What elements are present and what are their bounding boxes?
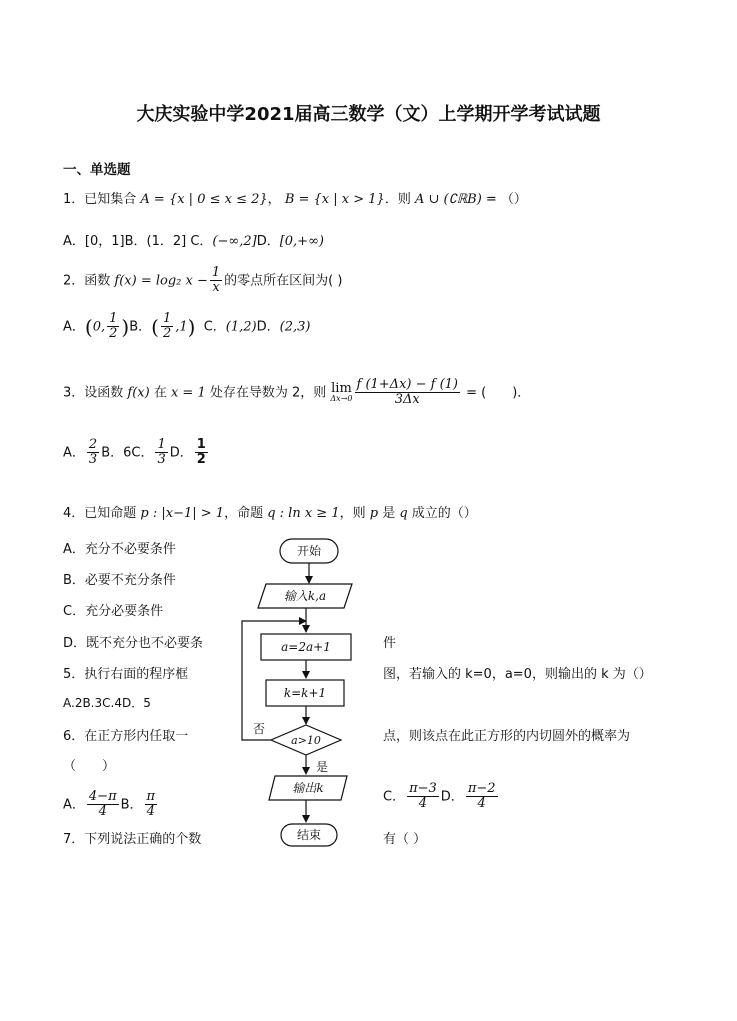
question-2-options: A．(0, $\frac{1}{2}$ )B．( $\frac{1}{2}$ ,1) C．(1,2)D．(2,3) [63, 311, 311, 342]
flow-output-label: 输出k [292, 781, 324, 795]
flow-end-label: 结束 [296, 828, 322, 842]
q1-lead: 1．已知集合 [63, 192, 141, 207]
q3-opt-d-den: 2 [196, 452, 206, 468]
flow-start-label: 开始 [296, 544, 322, 558]
q6-opt-c-den: 4 [418, 796, 428, 812]
flow-input-label: 输入k,a [283, 589, 327, 603]
q3-fx: f(x) [127, 385, 150, 401]
q3-opt-c-num: 1 [157, 437, 166, 452]
q2-opt-b-num: 1 [162, 311, 172, 326]
question-5-options: A.2B.3C.4D．5 [63, 696, 151, 710]
q4-lead: 4．已知命题 [63, 506, 141, 521]
q1-set-a: A = {x | 0 ≤ x ≤ 2} [140, 192, 268, 207]
q3-frac-den: 3Δx [394, 392, 420, 408]
q3-lead: 3．设函数 [63, 385, 128, 401]
q2-opt-b-label: B． [129, 319, 152, 335]
q1-opt-d: [0,+∞) [279, 234, 324, 249]
q1-end: = （） [481, 192, 527, 207]
q4-p: p : |x−1| > 1 [140, 506, 225, 521]
q1-opt-ab: A．[0，1]B．(1．2] C． [63, 234, 213, 249]
question-7-tail: 有（ ） [383, 832, 427, 847]
q3-opt-a-num: 2 [88, 437, 98, 452]
q4-option-a: A．充分不必要条件 [63, 542, 176, 557]
flow-decision-label: a>10 [291, 734, 321, 747]
q1-opt-d-label: D． [256, 234, 280, 249]
question-6-paren: （ ） [63, 759, 116, 774]
q4-p2: p [369, 506, 379, 521]
q3-opt-d-num: 1 [196, 437, 206, 452]
flow-step1-label: a=2a+1 [281, 640, 331, 654]
q6-opt-b-label: B． [120, 797, 143, 813]
q2-opt-a-label: A． [63, 319, 85, 335]
q4-tail: ，则 [339, 506, 370, 521]
section-heading: 一、单选题 [63, 162, 131, 178]
q6-opt-c-label: C． [383, 789, 406, 805]
q3-opt-a-den: 3 [88, 452, 98, 468]
q6-opt-b-num: π [146, 789, 156, 804]
q3-opt-d-label: D． [169, 445, 193, 461]
q3-opt-c-den: 3 [157, 452, 166, 468]
q4-option-d-tail: 件 [383, 636, 397, 651]
q3-frac-num: f (1+Δx) − f (1) [356, 377, 458, 392]
q4-end: 成立的（） [407, 506, 477, 521]
q6-opt-a-label: A． [63, 797, 85, 813]
q3-lim-sub: Δx→0 [330, 394, 353, 404]
flow-yes-label: 是 [315, 760, 329, 774]
q2-opt-d-label: D． [256, 319, 280, 335]
flow-no-label: 否 [252, 722, 266, 736]
q2-tail: 的零点所在区间为( ) [224, 273, 343, 289]
q6-opt-d-num: π−2 [467, 781, 496, 796]
question-5-tail: 图，若输入的 k=0，a=0，则输出的 k 为（） [383, 667, 652, 682]
q2-frac-num: 1 [211, 265, 221, 280]
page-title: 大庆实验中学2021届高三数学（文）上学期开学考试试题 [136, 104, 601, 125]
q4-option-b: B．必要不充分条件 [63, 573, 176, 588]
q6-opt-d-den: 4 [477, 796, 486, 812]
q6-opt-c-num: π−3 [409, 781, 437, 796]
q2-frac-den: x [212, 280, 220, 296]
q3-opt-bc-label: B．6C． [101, 445, 154, 461]
question-5: 5．执行右面的程序框 [63, 667, 189, 682]
q6-opt-a-den: 4 [98, 804, 107, 820]
q4-mid: ，命题 [224, 506, 268, 521]
q1-tail: ．则 [384, 192, 415, 207]
q6-opt-d-label: D． [440, 789, 464, 805]
q4-option-d: D．既不充分也不必要条 [63, 636, 204, 651]
q2-opt-b-one: ,1 [175, 319, 188, 335]
q3-end: = ( )． [462, 385, 531, 401]
q4-option-c: C．充分必要条件 [63, 604, 164, 619]
q4-q: q : ln x ≥ 1 [267, 506, 340, 521]
q4-q2: q [399, 506, 408, 521]
q3-opt-a-label: A． [63, 445, 85, 461]
q4-mid2: 是 [378, 506, 400, 521]
q3-lim-word: lim [331, 381, 352, 397]
question-6-tail: 点，则该点在此正方形的内切圆外的概率为 [383, 729, 631, 744]
q3-x1: x = 1 [170, 385, 206, 401]
q2-lead: 2．函数 [63, 273, 115, 289]
q3-mid: 在 [149, 385, 171, 401]
q1-opt-c: (−∞,2] [212, 234, 257, 249]
q2-function: f(x) = log₂ x − [114, 273, 208, 289]
q1-set-b: B = {x | x > 1} [284, 192, 385, 207]
q2-opt-b-den: 2 [162, 326, 172, 342]
question-7: 7．下列说法正确的个数 [63, 832, 202, 847]
flow-step2-label: k=k+1 [283, 686, 327, 700]
q6-opt-b-den: 4 [146, 804, 155, 820]
q2-opt-c: (1,2) [225, 319, 257, 335]
q2-opt-a-num: 1 [109, 311, 118, 326]
q1-expr: A ∪ (∁ℝB) [414, 192, 482, 207]
q1-sep: ， [267, 192, 285, 207]
q3-mid2: 处存在导数为 2，则 [205, 385, 331, 401]
q2-opt-c-label: C． [203, 319, 226, 335]
question-6: 6．在正方形内任取一 [63, 729, 189, 744]
q6-opt-a-num: 4−π [88, 789, 117, 804]
q2-opt-a-den: 2 [109, 326, 118, 342]
q2-opt-d: (2,3) [279, 319, 311, 335]
q2-opt-a-zero: 0, [92, 319, 106, 335]
